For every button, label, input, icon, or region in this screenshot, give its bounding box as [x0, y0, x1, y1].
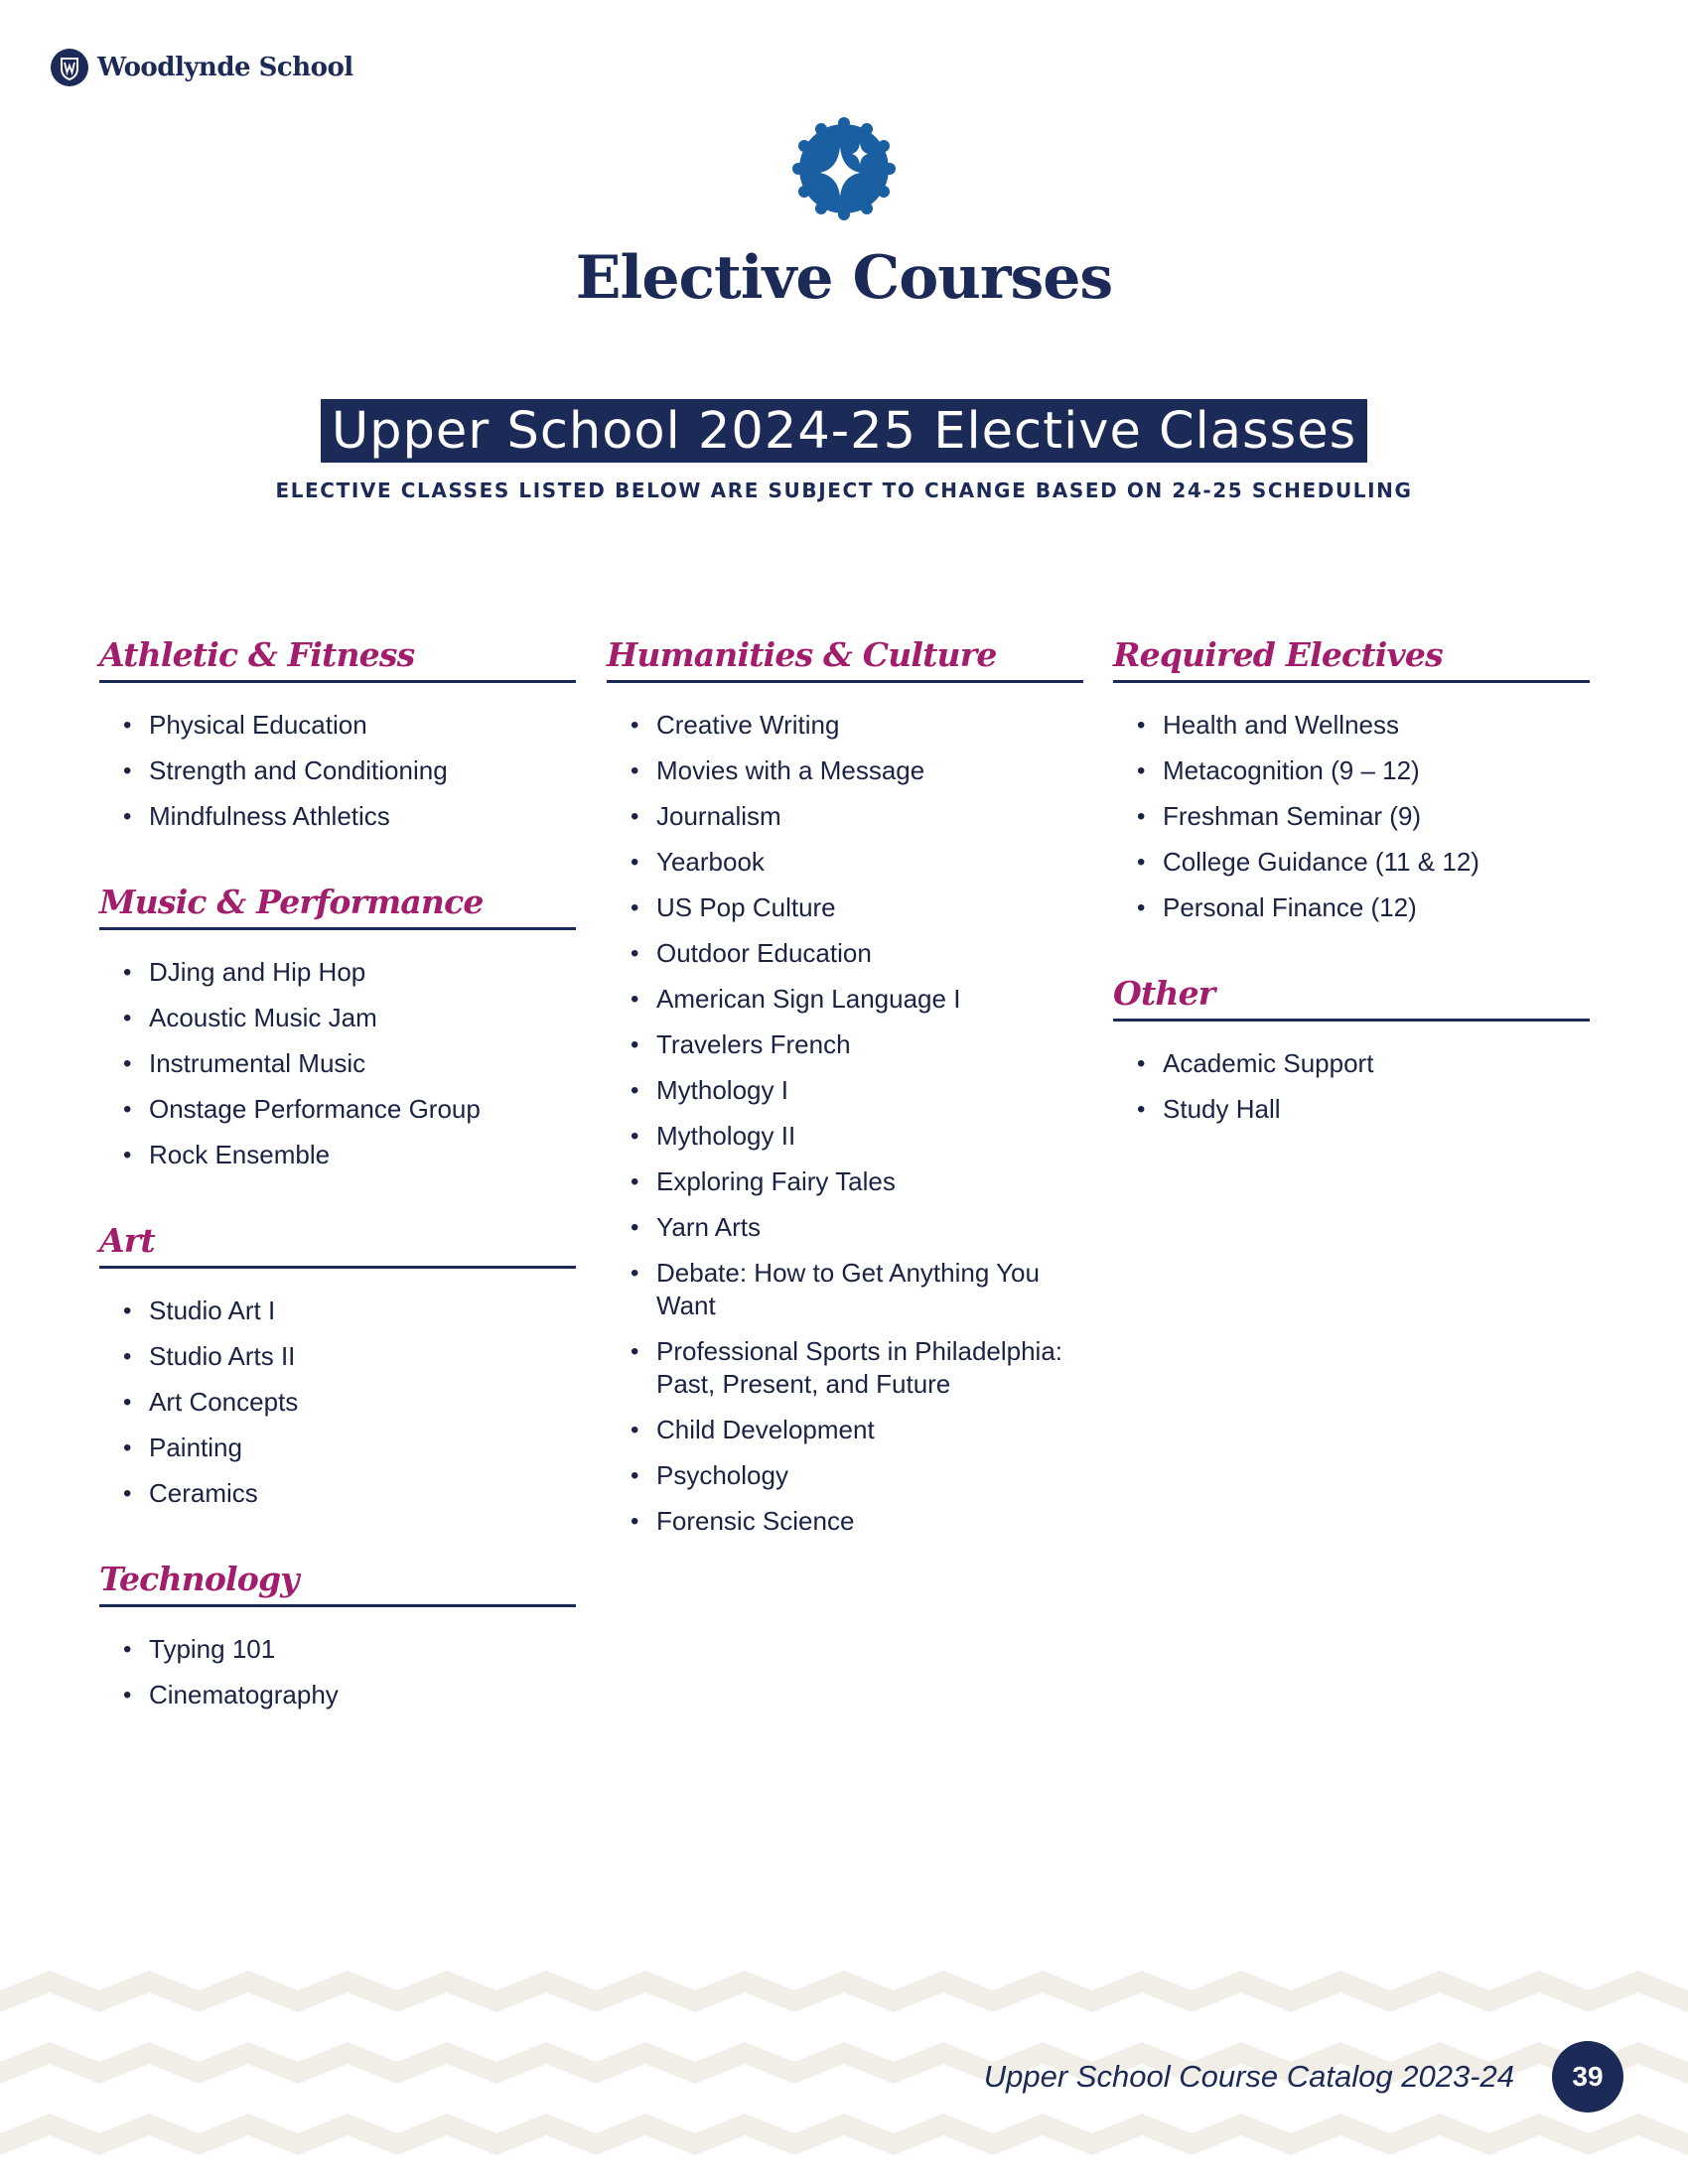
list-item: • Professional Sports in Philadelphia: Past, Present, and Future — [607, 1335, 1083, 1401]
list-item: • College Guidance (11 & 12) — [1113, 846, 1590, 879]
list-item: • Onstage Performance Group — [99, 1093, 576, 1126]
list-item: • Movies with a Message — [607, 754, 1083, 787]
school-crest-icon — [50, 48, 89, 87]
list-item: • Outdoor Education — [607, 937, 1083, 970]
section-heading: Music & Performance — [99, 883, 576, 930]
list-item: • Studio Arts II — [99, 1340, 576, 1373]
school-name: Woodlynde School — [97, 53, 353, 82]
column-1 — [99, 635, 576, 1761]
list-item: • Rock Ensemble — [99, 1139, 576, 1171]
list-item: • Mindfulness Athletics — [99, 800, 576, 833]
list-item: • Mythology I — [607, 1074, 1083, 1107]
section-athletic-fitness — [99, 635, 576, 833]
list-item: • Acoustic Music Jam — [99, 1002, 576, 1034]
list-item: • US Pop Culture — [607, 891, 1083, 924]
section-heading: Humanities & Culture — [607, 635, 1083, 683]
list-item: • Physical Education — [99, 709, 576, 742]
section-heading: Art — [99, 1221, 576, 1269]
section-music-performance — [99, 883, 576, 1171]
page-title: Elective Courses — [575, 243, 1113, 313]
list-item: • Exploring Fairy Tales — [607, 1165, 1083, 1198]
list-item: • Painting — [99, 1432, 576, 1464]
section-required-electives — [1113, 635, 1590, 924]
list-item: • Ceramics — [99, 1477, 576, 1510]
list-item: • Travelers French — [607, 1028, 1083, 1061]
column-2 — [607, 635, 1083, 1587]
school-logo — [50, 48, 353, 87]
list-item: • Academic Support — [1113, 1047, 1590, 1080]
section-heading: Athletic & Fitness — [99, 635, 576, 683]
list-item: • Studio Art I — [99, 1295, 576, 1327]
sparkle-star-icon — [792, 117, 896, 220]
list-item: • Study Hall — [1113, 1093, 1590, 1126]
list-item: • Typing 101 — [99, 1633, 576, 1666]
section-heading: Technology — [99, 1560, 576, 1607]
banner-title: Upper School 2024-25 Elective Classes — [321, 399, 1367, 463]
list-item: • Journalism — [607, 800, 1083, 833]
list-item: • Metacognition (9 – 12) — [1113, 754, 1590, 787]
section-humanities-culture — [607, 635, 1083, 1538]
banner-subtitle: ELECTIVE CLASSES LISTED BELOW ARE SUBJECT TO CHANGE BASED ON 24-25 SCHEDULING — [275, 478, 1413, 502]
list-item: • Freshman Seminar (9) — [1113, 800, 1590, 833]
section-art — [99, 1221, 576, 1510]
catalog-title: Upper School Course Catalog 2023-24 — [983, 2059, 1514, 2094]
list-item: • Strength and Conditioning — [99, 754, 576, 787]
section-other — [1113, 974, 1590, 1126]
list-item: • Personal Finance (12) — [1113, 891, 1590, 924]
list-item: • American Sign Language I — [607, 983, 1083, 1016]
list-item: • Forensic Science — [607, 1505, 1083, 1538]
list-item: • DJing and Hip Hop — [99, 956, 576, 989]
list-item: • Yearbook — [607, 846, 1083, 879]
section-heading: Other — [1113, 974, 1590, 1022]
list-item: • Mythology II — [607, 1120, 1083, 1153]
column-3 — [1113, 635, 1590, 1175]
list-item: • Instrumental Music — [99, 1047, 576, 1080]
list-item: • Yarn Arts — [607, 1211, 1083, 1244]
page-number: 39 — [1552, 2041, 1623, 2113]
list-item: • Cinematography — [99, 1679, 576, 1711]
list-item: • Debate: How to Get Anything You Want — [607, 1257, 1083, 1322]
section-technology — [99, 1560, 576, 1711]
section-heading: Required Electives — [1113, 635, 1590, 683]
list-item: • Child Development — [607, 1414, 1083, 1446]
list-item: • Psychology — [607, 1459, 1083, 1492]
list-item: • Health and Wellness — [1113, 709, 1590, 742]
list-item: • Creative Writing — [607, 709, 1083, 742]
list-item: • Art Concepts — [99, 1386, 576, 1419]
